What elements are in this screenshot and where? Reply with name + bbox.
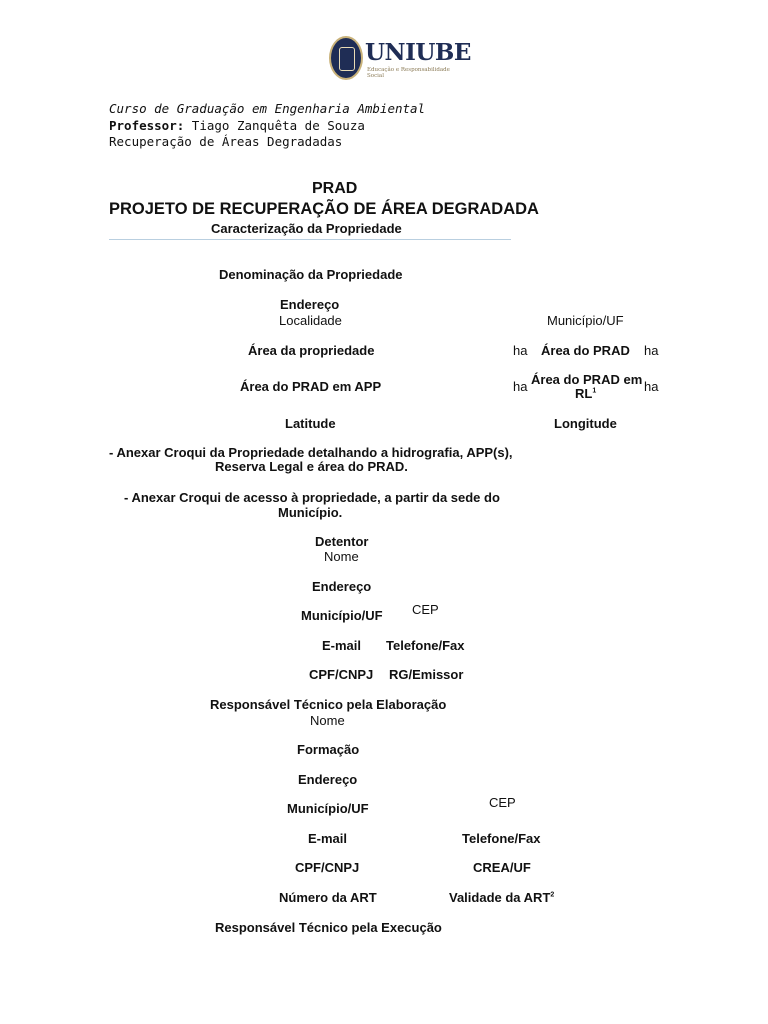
label-endereco: Endereço — [280, 297, 340, 312]
resp-endereco: Endereço — [298, 772, 358, 787]
detentor-endereco: Endereço — [312, 579, 372, 594]
label-area-prad-rl-line2: $RL^1$ — [575, 386, 597, 401]
resp-municipio-uf: Município/UF — [287, 801, 369, 816]
resp-validade-art: Validade da ART$^2$ — [449, 890, 555, 905]
unit-ha: ha — [644, 343, 659, 358]
resp-telefone: Telefone/Fax — [462, 831, 541, 846]
resp-numero-art: Número da ART — [279, 890, 377, 905]
resp-cep: CEP — [489, 795, 516, 810]
resp-nome: Nome — [310, 713, 345, 728]
label-area-prad: Área do PRAD — [541, 343, 630, 358]
label-localidade: Localidade — [279, 313, 342, 328]
detentor-email: E-mail — [322, 638, 362, 653]
logo-tagline: Educação e Responsabilidade Social — [367, 67, 450, 79]
doc-title: PROJETO DE RECUPERAÇÃO DE ÁREA DEGRADADA — [109, 200, 539, 218]
professor-label: Professor: — [109, 118, 185, 133]
annex-croqui-line2: Reserva Legal e área do PRAD. — [215, 459, 408, 474]
label-area-propriedade: Área da propriedade — [248, 343, 375, 358]
doc-acronym: PRAD — [312, 180, 358, 197]
resp-elaboracao-heading: Responsável Técnico pela Elaboração — [210, 697, 447, 712]
label-municipio-uf: Município/UF — [547, 313, 624, 328]
label-area-prad-app: Área do PRAD em APP — [240, 379, 382, 394]
detentor-cep: CEP — [412, 602, 439, 617]
footnote-marker: 2 — [550, 891, 555, 899]
footnote-marker: 1 — [592, 387, 597, 395]
unit-ha: ha — [644, 379, 659, 394]
detentor-telefone: Telefone/Fax — [386, 638, 465, 653]
resp-formacao: Formação — [297, 742, 360, 757]
resp-execucao-heading: Responsável Técnico pela Execução — [215, 920, 442, 935]
annex-croqui-line1: - Anexar Croqui da Propriedade detalhando a hidrografia, APP(s), — [109, 445, 513, 460]
annex-access-line1: - Anexar Croqui de acesso à propriedade, a partir da sede do — [124, 490, 500, 505]
label-longitude: Longitude — [554, 416, 617, 431]
professor-name: Tiago Zanquêta de Souza — [191, 118, 365, 133]
resp-cpf-cnpj: CPF/CNPJ — [295, 860, 360, 875]
title-divider — [109, 239, 511, 240]
subject-name: Recuperação de Áreas Degradadas — [109, 134, 343, 149]
detentor-cpf-cnpj: CPF/CNPJ — [309, 667, 374, 682]
unit-ha: ha — [513, 343, 528, 358]
detentor-rg: RG/Emissor — [389, 667, 464, 682]
logo-wordmark: UNIUBE — [365, 39, 471, 66]
annex-access-line2: Município. — [278, 505, 343, 520]
detentor-heading: Detentor — [315, 534, 369, 549]
unit-ha: ha — [513, 379, 528, 394]
course-name: Curso de Graduação em Engenharia Ambiental — [109, 101, 426, 116]
professor-line — [109, 118, 365, 133]
label-denominacao: Denominação da Propriedade — [219, 267, 403, 282]
section-title: Caracterização da Propriedade — [211, 221, 402, 236]
university-seal-icon — [329, 36, 363, 80]
resp-crea-uf: CREA/UF — [473, 860, 531, 875]
label-latitude: Latitude — [285, 416, 336, 431]
label-area-prad-rl-line1: Área do PRAD em — [531, 372, 643, 387]
detentor-municipio-uf: Município/UF — [301, 608, 383, 623]
uniube-logo — [329, 36, 471, 82]
detentor-nome: Nome — [324, 549, 359, 564]
resp-email: E-mail — [308, 831, 348, 846]
